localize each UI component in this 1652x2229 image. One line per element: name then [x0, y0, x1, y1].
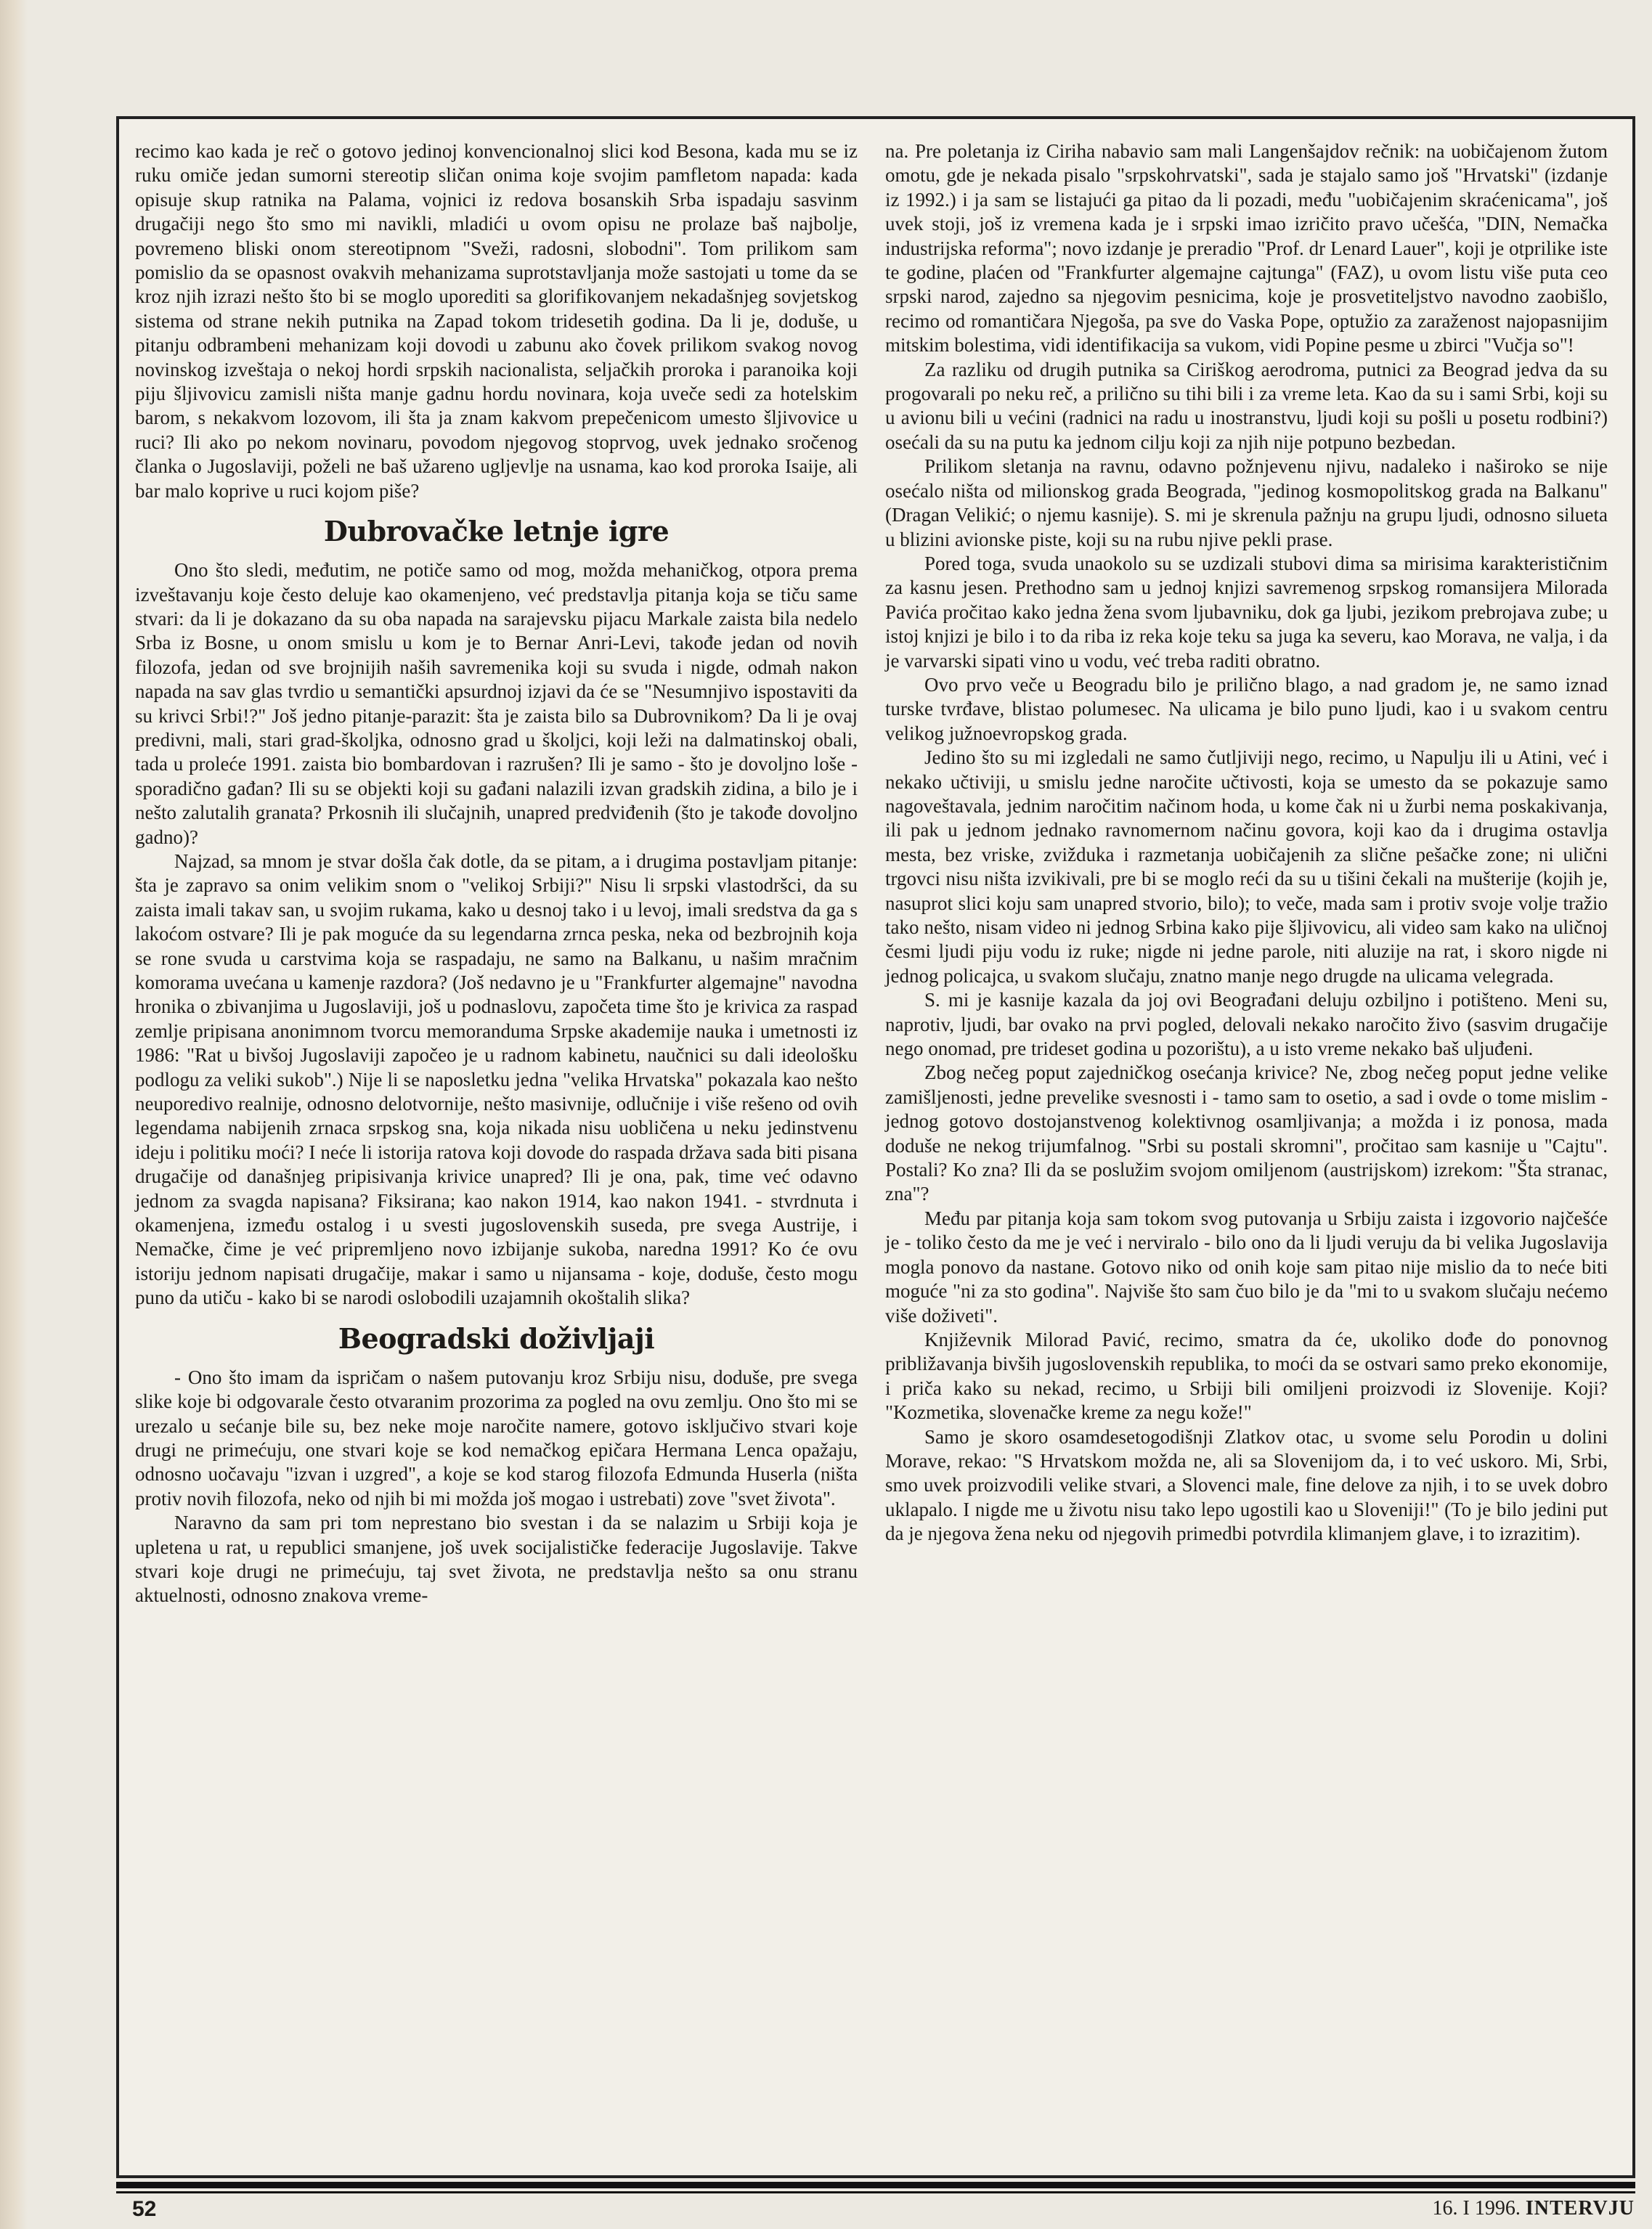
paragraph: na. Pre poletanja iz Ciriha nabavio sam mali Langenšajdov rečnik: na uobičajenom žutom omotu, gde je nekada pisalo "srpskohrvatski", sada je stajalo samo još "Hrvatski" (izdanje iz 1992.) i ja sam se listajući ga pitao da li pozadi, među "uobičajenim skraćenicama", još uvek stoji, još iz vremena kada je i srpski imao izričito pravo učešća, "DIN, Nemačka industrijska reforma"; novo izdanje je preradio "Prof. dr Lenard Lauer", koji je otprilike iste te godine, plaćen od "Frankfurter algemajne cajtunga" (FAZ), u ovom listu više puta ceo srpski narod, zajedno sa njegovim pesnicima, koje je prosvetiteljstvo navodno zaobišlo, recimo od romantičara Njegoša, pa sve do Vaska Pope, optužio za zaraženost najopasnijim mitskim bolestima, vidi identifikacija sa vukom, vidi Popine pesme u zbirci "Vučja so"!	[885, 140, 1608, 356]
magazine-name: INTERVJU	[1525, 2197, 1635, 2220]
paragraph: Ovo prvo veče u Beogradu bilo je prilično blago, a nad gradom je, ne samo iznad turske tvrđave, blistao polumesec. Na ulicama je bilo puno ljudi, kao i u svakom centru velikog južnoevropskog grada.	[885, 673, 1608, 744]
issue-info	[1433, 2197, 1635, 2220]
page-number: 52	[132, 2197, 157, 2221]
issue-date: 16. I 1996.	[1432, 2197, 1521, 2220]
paragraph: Književnik Milorad Pavić, recimo, smatra da će, ukoliko dođe do ponovnog približavanja bivših jugoslovenskih republika, to moći da se ostvari samo preko ekonomije, i priča kako su nekad, recimo, u Srbiji bili omiljeni proizvodi iz Slovenije. Koji? "Kozmetika, slovenačke kreme za negu kože!"	[885, 1328, 1608, 1424]
section-heading-dubrovnik: Dubrovačke letnje igre	[323, 515, 670, 548]
paragraph: S. mi je kasnije kazala da joj ovi Beograđani deluju ozbiljno i potišteno. Meni su, naprotiv, ljudi, bar ovako na prvi pogled, delovali nekako naročito živo (sasvim drugačije nego onomad, pre trideset godina u pozorištu), a u isto vreme nekako baš uljuđeni.	[885, 989, 1608, 1060]
paragraph: recimo kao kada je reč o gotovo jedinoj konvencionalnoj slici kod Besona, kada mu se iz ruku omiče jedan sumorni stereotip sličan onima koje svojim pamfletom napada: kada opisuje skup ratnika na Palama, vojnici iz redova bosanskih Srba ispadaju sasvinm drugačiji nego što smo mi navikli, mladići u ovom opisu ne prolaze baš najbolje, povremeno bliski onom stereotipnom "Sveži, radosni, slobodni". Tom prilikom sam pomislio da se opasnost ovakvih mehanizama suprotstavljanja može sastojati u tome da se kroz njih izrazi nešto što bi se moglo uporediti sa glorifikovanjem nekadašnjeg sovjetskog sistema od strane nekih putnika na Zapad tokom tridesetih godina. Da li je, doduše, u pitanju odbrambeni mehanizam koji dovodi u zabunu ako čovek prilikom svakog novog novinskog izveštaja o nekoj hordi srpskih nacionalista, seljačkih proroka i paranoika koji piju šljivovicu zamisli ništa manje gadnu hordu novinara, koja uveče sedi za hotelskim barom, s nekakvom lozovom, ili šta ja znam kakvom prepečenicom umesto šljivovice u ruci? Ili ako po nekom novinaru, povodom njegovog stoprvog, uvek jednako sročenog članka o Jugoslaviji, poželi ne baš užareno ugljevlje na usnama, kao kod proroka Isaije, ali bar malo koprive u ruci kojom piše?	[135, 140, 858, 502]
right-column	[885, 139, 1608, 1547]
left-column	[135, 139, 858, 1608]
article-frame	[116, 116, 1635, 2178]
paragraph: Za razliku od drugih putnika sa Ciriškog aerodroma, putnici za Beograd jedva da su progovarali po neku reč, a prilično su tihi bili i za vreme leta. Kao da su i sami Srbi, koji su u avionu bili u većini (radnici na radu u inostranstvu, ljudi koji su pošli u posetu rodbini?) osećali da su na putu ka jednom cilju koji za njih nije potpuno bezbedan.	[885, 358, 1608, 453]
paragraph: Među par pitanja koja sam tokom svog putovanja u Srbiju zaista i izgovorio najčešće je - toliko često da me je već i nerviralo - bilo ono da li ljudi veruju da bi velika Jugoslavija mogla ponovo da nastane. Gotovo niko od onih koje sam pitao nije mislio da to neće biti moguće "ni za sto godina". Najviše što sam čuo bilo je da "mi to u svakom slučaju nećemo više doživeti".	[885, 1207, 1608, 1327]
paragraph: Samo je skoro osamdesetogodišnji Zlatkov otac, u svome selu Porodin u dolini Morave, rekao: "S Hrvatskom možda ne, ali sa Slovenijom da, i to već uskoro. Mi, Srbi, smo uvek proizvodili velike stvari, a Slovenci male, fine delove za njih, i to se uvek dobro uklapalo. I nigde me u životu nisu tako lepo ugostili kao u Sloveniji!" (To je bilo jedini put da je njegova žena neku od njegovih primedbi potvrdila klimanjem glave, i to izrazitim).	[885, 1425, 1608, 1545]
footer-rule-thin	[116, 2191, 1635, 2193]
paragraph: Jedino što su mi izgledali ne samo čutljiviji nego, recimo, u Napulju ili u Atini, već i nekako učtiviji, u smislu jedne naročite učtivosti, koja se umesto da se pokazuje samo nagoveštavala, jednim naročitim načinom hoda, u kome čak ni u žurbi nema poskakivanja, ili pak u jednom jednako ravnomernom načinu govora, koji kao da i drugima ostavlja mesta, bez vriske, zvižduka i razmetanja uobičajenih za slične pešačke zone; ni ulični trgovci nisu ništa izvikivali, pre bi se moglo reći da su u tišini čekali na mušterije (kojih je, nasuprot slici koju sam unapred stvorio, bilo); to veče, mada sam i protiv svoje volje tražio tako nešto, nisam video ni jednog Srbina kako pije šljivovicu, ali video sam kako na uličnoj česmi ljudi piju vodu iz ruke; nigde ni jedne parole, niti aluzije na rat, i skoro nigde ni jednog policajca, u svakom slučaju, znatno manje nego drugde na ulicama velegrada.	[885, 746, 1608, 987]
paragraph: Pored toga, svuda unaokolo su se uzdizali stubovi dima sa mirisima karakterističnim za kasnu jesen. Prethodno sam u jednoj knjizi savremenog srpskog romansijera Milorada Pavića pročitao kako jedna žena svom ljubavniku, dok ga ljubi, jezikom prebrojava zube; u istoj knjizi je bilo i to da riba iz reka koje teku sa juga ka severu, kao Morava, ne valja, i da je varvarski sipati vino u vodu, već treba raditi obratno.	[885, 552, 1608, 672]
section-heading-belgrade: Beogradski doživljaji	[338, 1321, 655, 1355]
page-binding-shadow	[0, 0, 28, 2229]
paragraph: Ono što sledi, međutim, ne potiče samo od mog, možda mehaničkog, otpora prema izveštavanju koje često deluje kao okamenjeno, već predstavlja pitanja koja se tiču same stvari: da li je dokazano da su oba napada na sarajevsku pijacu Markale zaista bila nedelo Srba iz Bosne, u onom smislu u kom je to Bernar Anri-Levi, takođe jedan od novih filozofa, jedan od sve brojnijih naših savremenika koji su svuda i nigde, odmah nakon napada na sav glas tvrdio u semantički apsurdnoj izjavi da će se "Nesumnjivo ispostaviti da su krivci Srbi!?" Još jedno pitanje-parazit: šta je zaista bilo sa Dubrovnikom? Da li je ovaj predivni, mali, stari grad-školjka, odnosno grad u školjci, koji leži na dalmatinskoj obali, tada u proleće 1991. zaista bio bombardovan i razrušen? Ili je samo - što je dovoljno loše - sporadično gađan? Ili su se objekti koji su gađani nalazili izvan gradskih zidina, a bilo je i nešto zalutalih granata? Prkosnih ili slučajnih, unapred predviđenih (što je takođe dovoljno gadno)?	[135, 559, 858, 848]
paragraph: Zbog nečeg poput zajedničkog osećanja krivice? Ne, zbog nečeg poput jedne velike zamišljenosti, jedne prevelike svesnosti i - tamo sam to osetio, a sad i ovde o tome mislim - jednog gotovo dostojanstvenog kolektivnog osamljivanja; a možda i iz ponosa, mada doduše ne nekog trijumfalnog. "Srbi su postali skromni", pročitao sam kasnije u "Cajtu". Postali? Ko zna? Ili da se poslužim svojom omiljenom (austrijskom) izrekom: "Šta stranac, zna"?	[885, 1061, 1608, 1205]
paragraph: Najzad, sa mnom je stvar došla čak dotle, da se pitam, a i drugima postavljam pitanje: šta je zapravo sa onim velikim snom o "velikoj Srbiji?" Nisu li srpski vlastodršci, da su zaista imali takav san, u svojim rukama, kako u desnoj tako i u levoj, imali sredstva da ga s lakoćom ostvare? Ili je pak moguće da su legendarna zrnca peska, neka od bezbrojnih koja se rone svuda u carstvima koja se raspadaju, ne samo na Balkanu, u našim mračnim komorama uvećana u kamenje razdora? (Još nedavno je u "Frankfurter algemajne" navodna hronika o zbivanjima u Jugoslaviji, još u podnaslovu, započeta time što je krivica za raspad zemlje pripisana anonimnom tvorcu memoranduma Srpske akademije nauka i umetnosti iz 1986: "Rat u bivšoj Jugoslaviji započeo je u radnom kabinetu, naučnici su dali ideološku podlogu za veliki sukob".) Nije li se naposletku jedna "velika Hrvatska" pokazala kao nešto neuporedivo realnije, odnosno delotvornije, nešto masivnije, odlučnije i više rešeno od ovih legendama nabijenih zrnaca srpskog sna, koja nikada nisu uobličena u neku jedinstvenu ideju i politiku moći? I neće li istorija ratova koji dovode do raspada država sada biti pisana drugačije od današnjeg pripisivanja krivice unapred? Ili je ona, pak, time već odavno jednom za svagda napisana? Fiksirana; kao nakon 1914, kao nakon 1941. - stvrdnuta i okamenjena, između ostalog i u svesti jugoslovenskih suseda, pre svega Austrije, i Nemačke, čime je već pripremljeno novo izbijanje sukoba, naredna 1991? Ko će ovu istoriju jednom napisati drugačije, makar i samo u nijansama - koje, doduše, često mogu puno da utiču - kako bi se narodi oslobodili uzajamnih okoštalih slika?	[135, 849, 858, 1309]
paragraph: Naravno da sam pri tom neprestano bio svestan i da se nalazim u Srbiji koja je upletena u rat, u republici smanjene, još uvek socijalističke federacije Jugoslavije. Takve stvari koje drugi ne primećuju, taj svet života, ne predstavlja nešto sa onu stranu aktuelnosti, odnosno znakova vreme-	[135, 1512, 858, 1607]
paragraph: Prilikom sletanja na ravnu, odavno požnjevenu njivu, nadaleko i naširoko se nije osećalo ništa od milionskog grada Beograda, "jedinog kosmopolitskog grada na Balkanu" (Dragan Velikić; o njemu kasnije). S. mi je skrenula pažnju na grupu ljudi, odnosno silueta u blizini avionske piste, koji su na rubu njive pekli prase.	[885, 455, 1608, 550]
paragraph: - Ono što imam da ispričam o našem putovanju kroz Srbiju nisu, doduše, pre svega slike koje bi odgovarale često otvaranim prozorima za pogled na ovu zemlju. Ono što mi se urezalo u sećanje bile su, bez neke moje naročite namere, gotovo isključivo stvari koje drugi ne primećuju, one stvari koje se kod nemačkog epičara Hermana Lenca opažaju, odnosno uočavaju "izvan i uzgred", a koje se kod starog filozofa Edmunda Huserla (ništa protiv novih filozofa, neko od njih bi mi možda još mogao i ustrebati) zove "svet života".	[135, 1366, 858, 1509]
footer-rule-thick	[116, 2182, 1635, 2188]
